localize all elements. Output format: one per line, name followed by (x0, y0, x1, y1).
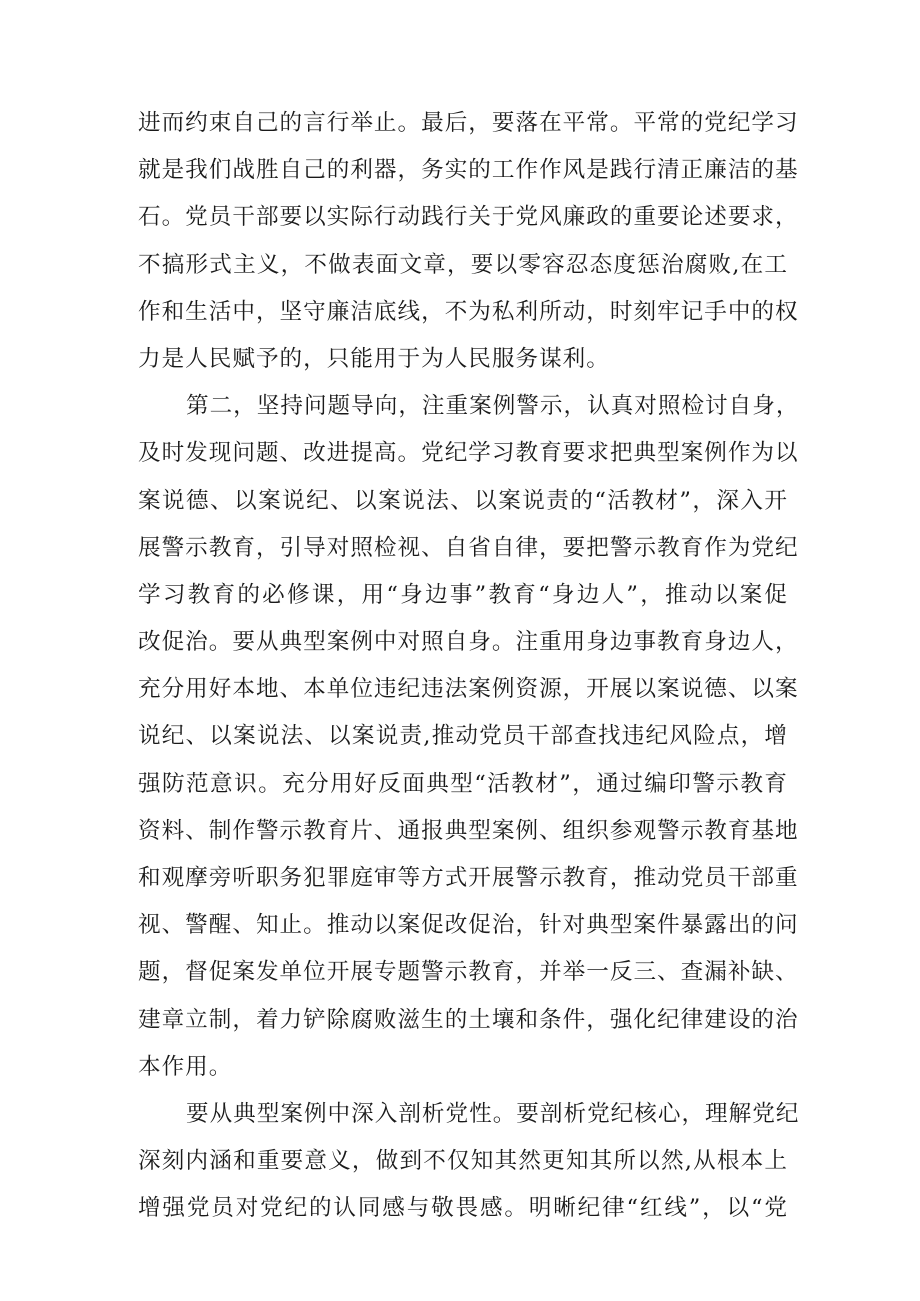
text-line: 就是我们战胜自己的利器，务实的工作作风是践行清正廉洁的基 (138, 157, 799, 184)
text-line: 不搞形式主义，不做表面文章，要以零容忍态度惩治腐败,在工 (138, 251, 788, 278)
text-line: 力是人民赋予的，只能用于为人民服务谋利。 (138, 345, 610, 372)
text-line: 题，督促案发单位开展专题警示教育，并举一反三、查漏补缺、 (138, 959, 799, 986)
text-line: 强防范意识。充分用好反面典型“活教材”，通过编印警示教育 (138, 770, 788, 797)
text-line: 学习教育的必修课，用“身边事”教育“身边人”，推动以案促 (138, 581, 788, 608)
text-line: 深刻内涵和重要意义，做到不仅知其然更知其所以然,从根本上 (138, 1148, 788, 1175)
text-line: 充分用好本地、本单位违纪违法案例资源，开展以案说德、以案 (138, 676, 799, 703)
text-line: 建章立制，着力铲除腐败滋生的土壤和条件，强化纪律建设的治 (138, 1006, 799, 1033)
text-line: 石。党员干部要以实际行动践行关于党风廉政的重要论述要求， (138, 204, 799, 231)
text-line: 作和生活中，坚守廉洁底线，不为私利所动，时刻牢记手中的权 (138, 298, 799, 325)
text-line: 资料、制作警示教育片、通报典型案例、组织参观警示教育基地 (138, 817, 799, 844)
text-line: 增强党员对党纪的认同感与敬畏感。明晰纪律“红线”，以“党 (138, 1195, 788, 1222)
text-line: 进而约束自己的言行举止。最后，要落在平常。平常的党纪学习 (138, 110, 799, 136)
paragraph-start-line: 第二，坚持问题导向，注重案例警示，认真对照检讨自身， (186, 393, 800, 420)
text-line: 本作用。 (138, 1053, 233, 1080)
text-line: 视、警醒、知止。推动以案促改促治，针对典型案件暴露出的问 (138, 912, 799, 939)
document-body (138, 100, 800, 1233)
text-line: 说纪、以案说法、以案说责,推动党员干部查找违纪风险点，增 (138, 723, 788, 750)
text-line: 改促治。要从典型案例中对照自身。注重用身边事教育身边人， (138, 629, 799, 656)
text-line: 及时发现问题、改进提高。党纪学习教育要求把典型案例作为以 (138, 440, 799, 467)
paragraph-start-line: 要从典型案例中深入剖析党性。要剖析党纪核心，理解党纪 (186, 1100, 800, 1127)
text-line: 展警示教育，引导对照检视、自省自律，要把警示教育作为党纪 (138, 534, 799, 561)
text-line: 案说德、以案说纪、以案说法、以案说责的“活教材”，深入开 (138, 487, 788, 514)
text-line: 和观摩旁听职务犯罪庭审等方式开展警示教育，推动党员干部重 (138, 865, 799, 891)
